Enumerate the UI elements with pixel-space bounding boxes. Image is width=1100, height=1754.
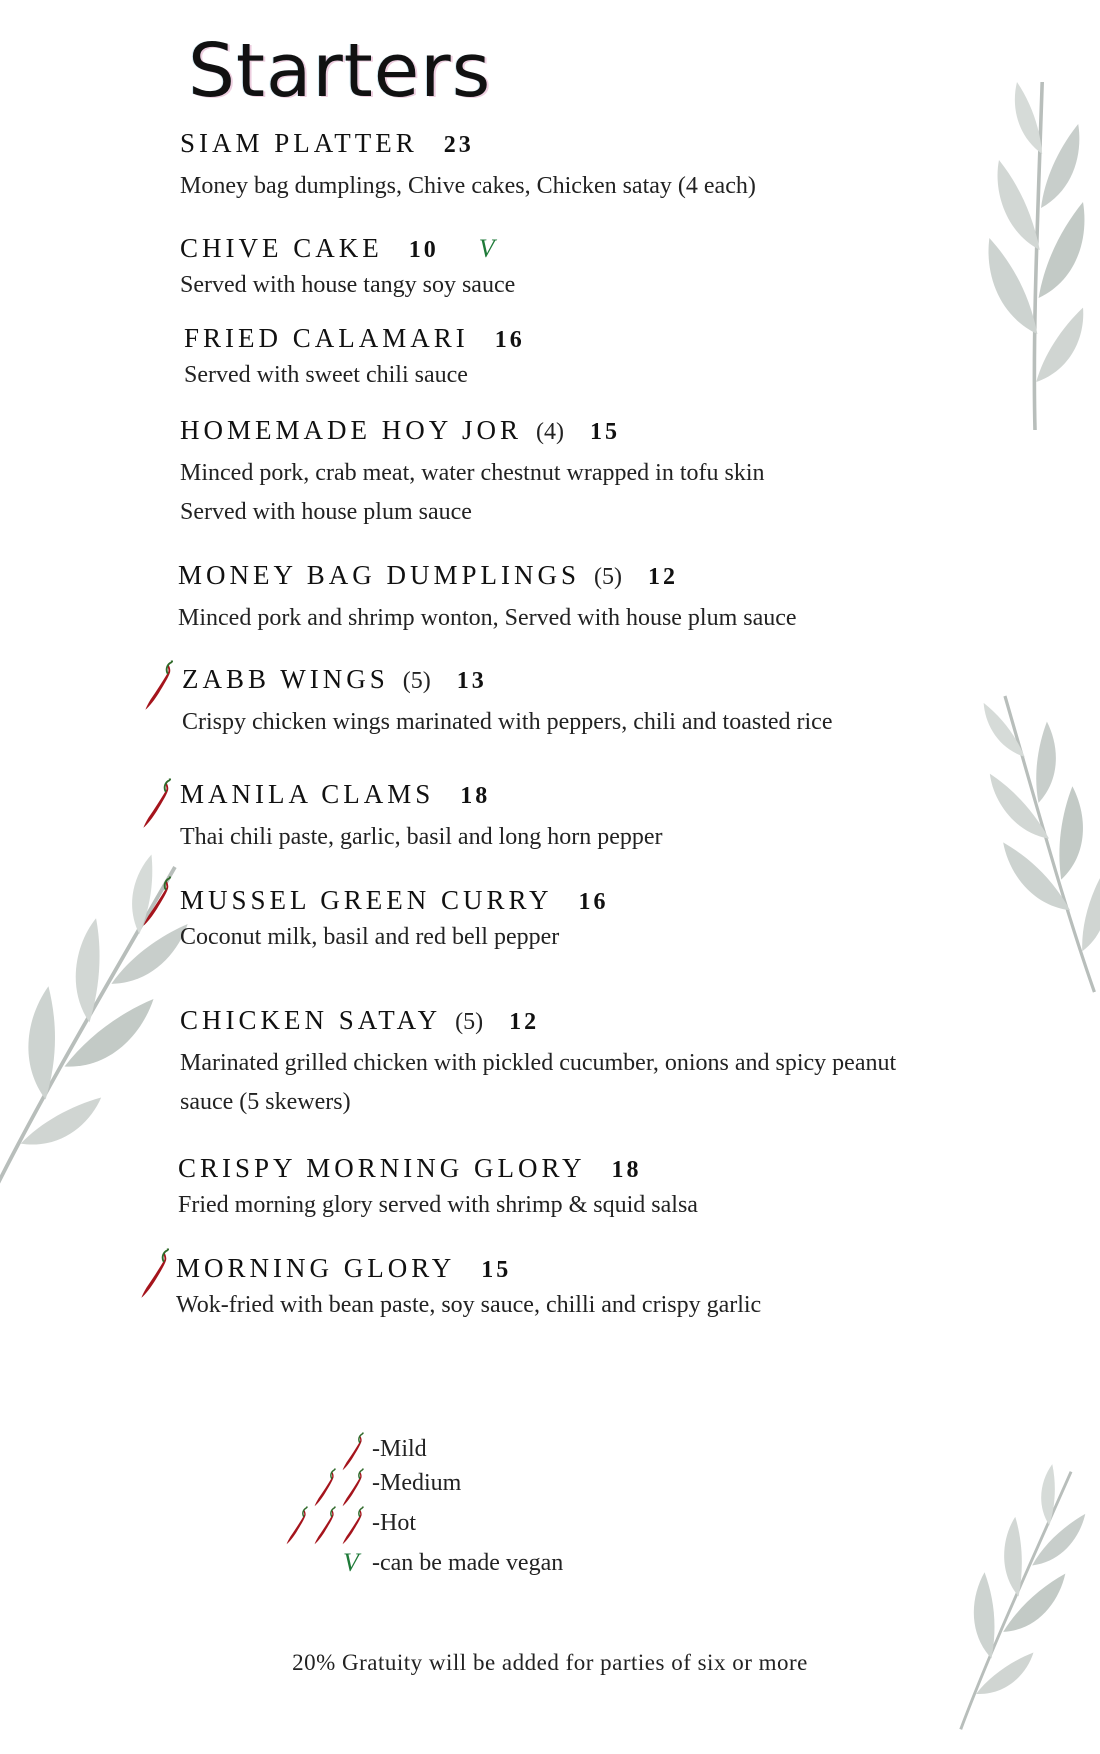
item-description: Served with house plum sauce xyxy=(180,499,472,525)
item-description: Marinated grilled chicken with pickled cucumber, onions and spicy peanut sauce (5 skewers) xyxy=(180,1050,897,1115)
item-price: 16 xyxy=(494,327,525,353)
menu-item-siam-platter xyxy=(180,128,756,206)
item-description: Minced pork and shrimp wonton, Served with house plum sauce xyxy=(178,605,797,631)
item-price: 10 xyxy=(408,237,439,263)
item-quantity: (4) xyxy=(536,419,564,445)
legend-vegan: -can be made vegan xyxy=(372,1550,564,1576)
chili-pepper-icon xyxy=(340,1432,366,1472)
item-price: 12 xyxy=(648,564,679,590)
menu-item-mussel-green-curry xyxy=(180,885,609,957)
legend-mild: -Mild xyxy=(372,1436,427,1462)
menu-item-crispy-morning-glory xyxy=(178,1153,698,1225)
menu-item-homemade-hoy-jor xyxy=(180,415,764,532)
vegan-mark: V xyxy=(478,234,495,263)
item-description: Wok-fried with bean paste, soy sauce, chilli and crispy garlic xyxy=(176,1292,762,1318)
item-quantity: (5) xyxy=(402,668,431,694)
item-description: Crispy chicken wings marinated with peppers, chili and toasted rice xyxy=(182,709,833,735)
item-name: FRIED CALAMARI xyxy=(184,323,469,353)
legend-medium: -Medium xyxy=(372,1470,462,1496)
menu-item-manila-clams xyxy=(180,779,663,857)
chili-pepper-icon xyxy=(140,876,174,928)
item-price: 16 xyxy=(578,889,609,915)
chili-pepper-icon xyxy=(340,1468,366,1508)
item-price: 15 xyxy=(590,419,620,445)
item-quantity: (5) xyxy=(594,564,623,590)
chili-pepper-icon xyxy=(138,1248,172,1300)
item-name: HOMEMADE HOY JOR xyxy=(180,415,523,445)
item-price: 18 xyxy=(460,783,491,809)
item-price: 12 xyxy=(509,1009,540,1035)
chili-pepper-icon xyxy=(142,660,176,712)
item-description: Thai chili paste, garlic, basil and long horn pepper xyxy=(180,824,663,850)
page-title: Starters xyxy=(188,28,492,114)
item-name: ZABB WINGS xyxy=(182,664,389,694)
item-price: 15 xyxy=(481,1257,512,1283)
item-description: Minced pork, crab meat, water chestnut wrapped in tofu skin xyxy=(180,460,765,486)
menu-item-chicken-satay xyxy=(180,1005,910,1122)
chili-pepper-icon xyxy=(140,778,174,830)
item-price: 23 xyxy=(443,132,474,158)
item-name: CRISPY MORNING GLORY xyxy=(178,1153,586,1183)
item-description: Served with house tangy soy sauce xyxy=(180,272,516,298)
chili-pepper-icon xyxy=(312,1506,338,1546)
leaf-branch-icon xyxy=(900,1436,1100,1754)
item-name: MONEY BAG DUMPLINGS xyxy=(178,560,581,590)
item-name: CHIVE CAKE xyxy=(180,233,383,263)
item-name: SIAM PLATTER xyxy=(180,128,418,158)
chili-pepper-icon xyxy=(312,1468,338,1508)
item-name: MORNING GLORY xyxy=(176,1253,456,1283)
menu-item-chive-cake xyxy=(180,233,515,305)
vegan-mark: V xyxy=(343,1548,359,1577)
gratuity-note: 20% Gratuity will be added for parties of six or more xyxy=(292,1650,808,1675)
item-description: Money bag dumplings, Chive cakes, Chicken satay (4 each) xyxy=(180,173,756,199)
item-description: Fried morning glory served with shrimp & squid salsa xyxy=(178,1192,698,1218)
item-name: CHICKEN SATAY xyxy=(180,1005,442,1035)
item-description: Served with sweet chili sauce xyxy=(184,362,468,388)
leaf-branch-icon xyxy=(975,55,1095,445)
menu-item-money-bag-dumplings xyxy=(178,560,797,638)
menu-item-zabb-wings xyxy=(182,664,832,742)
item-description: Coconut milk, basil and red bell pepper xyxy=(180,924,560,950)
chili-pepper-icon xyxy=(284,1506,310,1546)
menu-item-morning-glory xyxy=(176,1253,761,1325)
item-price: 18 xyxy=(611,1157,642,1183)
chili-pepper-icon xyxy=(340,1506,366,1546)
item-price: 13 xyxy=(456,668,487,694)
legend-hot: -Hot xyxy=(372,1510,416,1536)
item-name: MANILA CLAMS xyxy=(180,779,435,809)
menu-item-fried-calamari xyxy=(184,323,525,395)
item-quantity: (5) xyxy=(455,1009,484,1035)
leaf-branch-icon xyxy=(943,671,1100,1009)
item-name: MUSSEL GREEN CURRY xyxy=(180,885,553,915)
